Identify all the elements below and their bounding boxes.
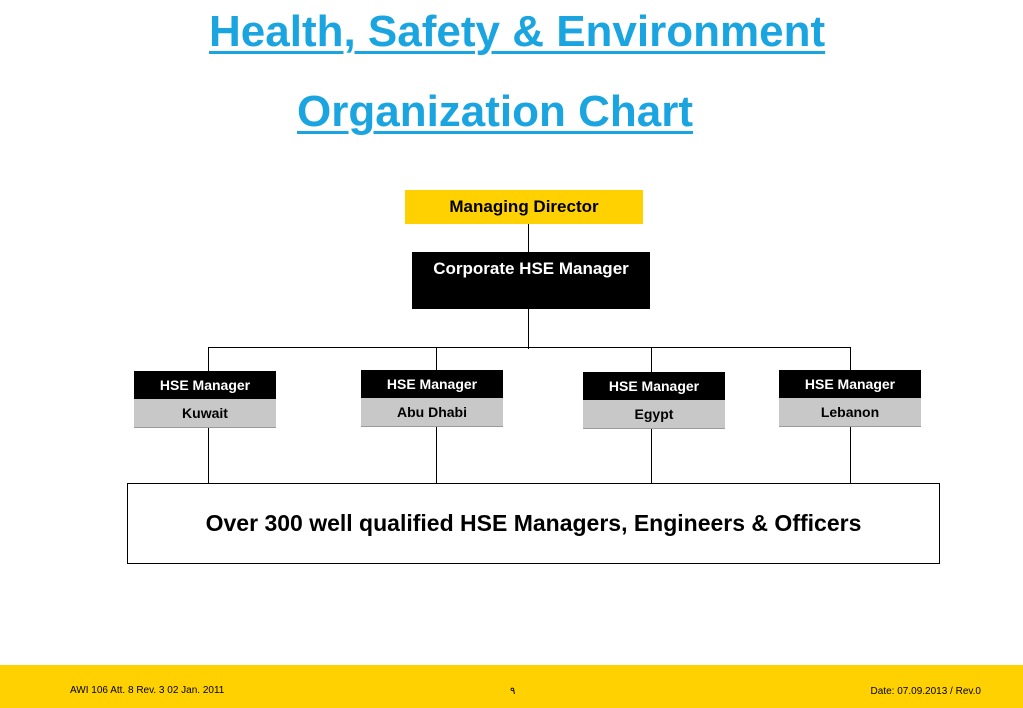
hse-manager-location: Lebanon bbox=[779, 398, 921, 427]
connector-bus-lebanon bbox=[850, 347, 851, 370]
hse-manager-egypt-box bbox=[583, 372, 725, 429]
hse-manager-location: Kuwait bbox=[134, 399, 276, 428]
corporate-hse-manager-box: Corporate HSE Manager bbox=[412, 252, 650, 309]
connector-abu-dhabi-staff bbox=[436, 426, 437, 483]
hse-manager-title: HSE Manager bbox=[583, 372, 725, 400]
connector-bus-kuwait bbox=[208, 347, 209, 371]
connector-kuwait-staff bbox=[208, 427, 209, 483]
staff-summary-box: Over 300 well qualified HSE Managers, Engineers & Officers bbox=[127, 483, 940, 564]
page-title-line-1: Health, Safety & Environment bbox=[209, 7, 826, 56]
hse-manager-title: HSE Manager bbox=[779, 370, 921, 398]
connector-bus-abu-dhabi bbox=[436, 347, 437, 371]
hse-manager-lebanon-box bbox=[779, 370, 921, 427]
connector-bus-egypt bbox=[651, 347, 652, 372]
connector-horizontal-bus bbox=[208, 347, 851, 348]
hse-manager-title: HSE Manager bbox=[134, 371, 276, 399]
page-title-line-2: Organization Chart bbox=[297, 87, 694, 136]
hse-manager-kuwait-box bbox=[134, 371, 276, 428]
connector-egypt-staff bbox=[651, 426, 652, 483]
hse-manager-location: Egypt bbox=[583, 400, 725, 429]
footer-document-reference: AWI 106 Att. 8 Rev. 3 02 Jan. 2011 bbox=[70, 685, 225, 696]
connector-lebanon-staff bbox=[850, 425, 851, 483]
connector-corporate-bus bbox=[528, 309, 529, 349]
footer-page-number: ٩ bbox=[510, 686, 516, 697]
hse-manager-title: HSE Manager bbox=[361, 370, 503, 398]
footer-date-revision: Date: 07.09.2013 / Rev.0 bbox=[870, 686, 981, 697]
managing-director-box: Managing Director bbox=[405, 190, 643, 224]
hse-manager-location: Abu Dhabi bbox=[361, 398, 503, 427]
connector-md-corporate bbox=[528, 224, 529, 252]
hse-manager-abu-dhabi-box bbox=[361, 370, 503, 427]
